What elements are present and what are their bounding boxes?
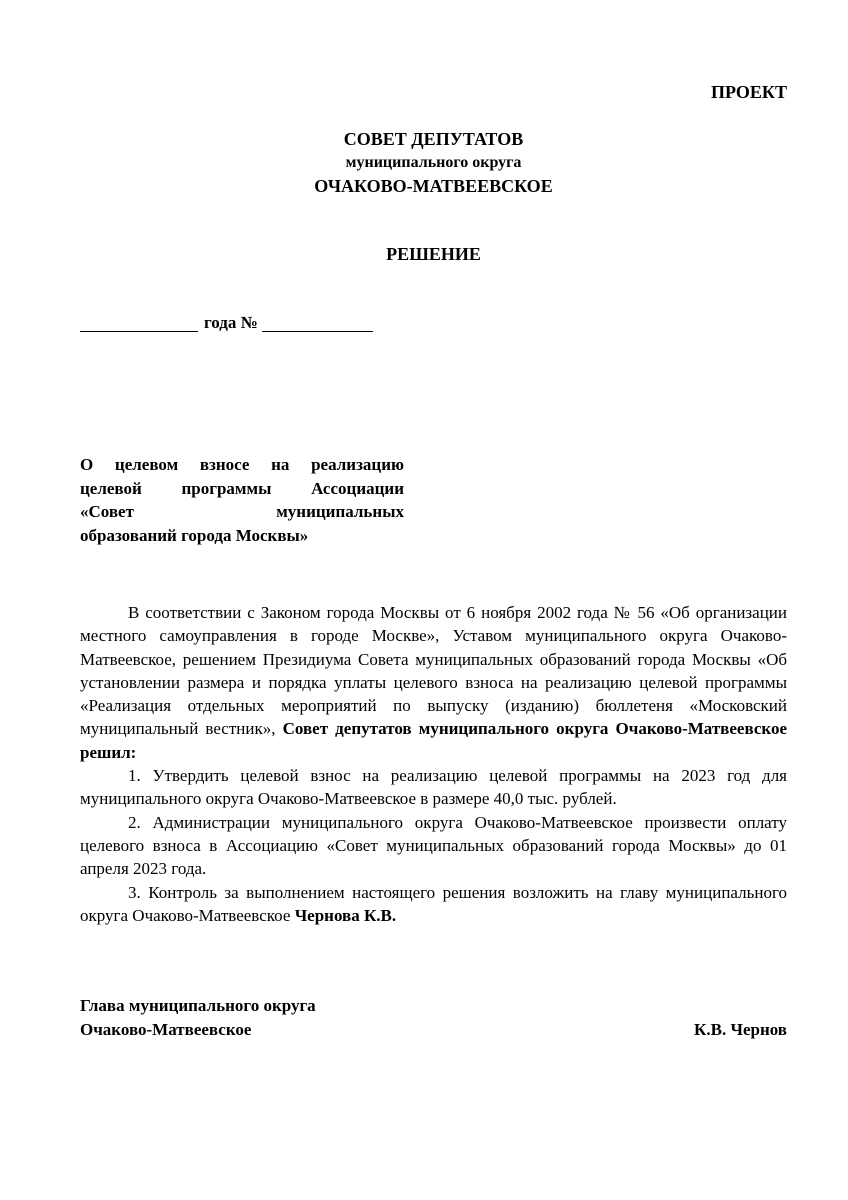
date-blank [80,315,198,332]
item-3-responsible: Чернова К.В. [294,905,397,925]
signatory-name: К.В. Чернов [694,1020,787,1039]
date-number-line [80,313,373,332]
signature-block [80,994,787,1042]
document-type-title: РЕШЕНИЕ [386,244,481,264]
number-blank [262,315,373,332]
preamble-paragraph [80,601,787,764]
item-2: 2. Администрации муниципального округа Очаково-Матвеевское произвести оплату целевого взноса в Ассоциацию «Совет муниципальных образований города Москвы» до 01 апреля 2023 года. [80,812,787,879]
item-3-text: 3. Контроль за выполнением настоящего решения возложить на главу муниципального округа Очаково-Матвеевское [80,882,787,925]
decision-body [80,601,787,927]
council-name: СОВЕТ ДЕПУТАТОВ [343,129,524,149]
district-label: муниципального округа [345,154,522,171]
preamble-resolution: Совет депутатов муниципального округа Очаково-Матвеевское решил: [80,719,788,762]
subject-line: «Совет муниципальных [80,502,404,521]
subject-line: образований города Москвы» [80,525,309,545]
signatory-title: Глава муниципального округа [80,996,316,1015]
decision-subject [80,453,404,547]
district-name: ОЧАКОВО-МАТВЕЕВСКОЕ [314,176,553,196]
preamble-text: В соответствии с Законом города Москвы от 6 ноября 2002 года № 56 «Об организации местного самоуправления в городе Москве», Уставом муниципального округа Очаково-Матвеевское, решением Президиума Совета муниципальных образований города Москвы «Об установлении размера и порядка уплаты целевого взноса на реализацию целевой программы «Реализация отдельных мероприятий по выпуску (изданию) бюллетеня «Московский муниципальный вестник», [80,603,787,739]
subject-line: целевой программы Ассоциации [80,478,404,498]
draft-stamp: ПРОЕКТ [711,82,787,102]
item-1: 1. Утвердить целевой взнос на реализацию целевой программы на 2023 год для муниципального округа Очаково-Матвеевское в размере 40,0 тыс. рублей. [80,766,787,809]
date-number-label: года № [204,313,258,332]
issuer-header [80,128,787,199]
subject-line: О целевом взносе на реализацию [80,455,404,474]
signatory-district: Очаково-Матвеевское [80,1020,252,1039]
item-3 [80,881,787,928]
